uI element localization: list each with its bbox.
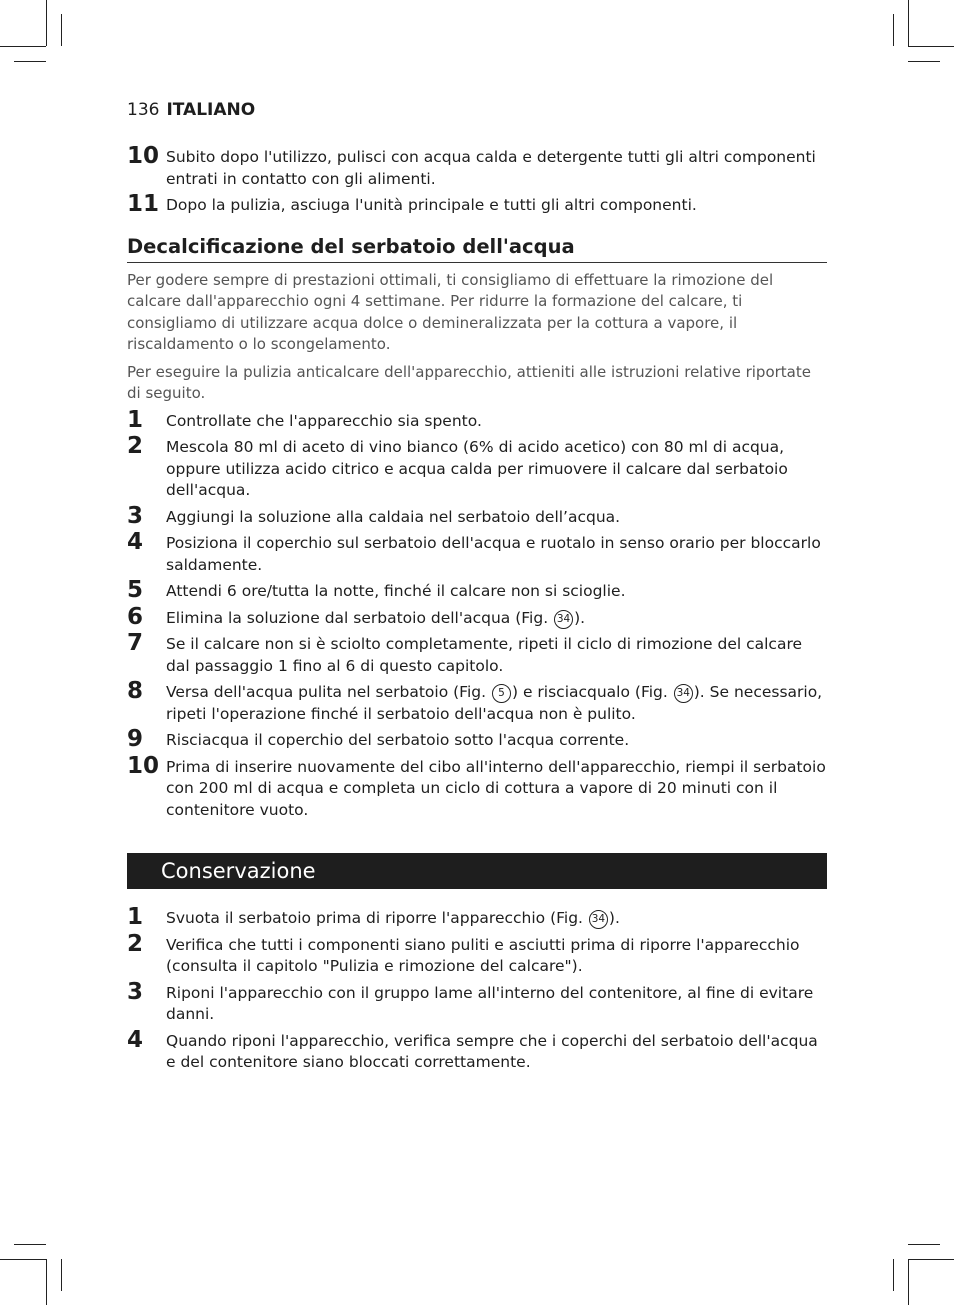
figure-reference-icon: 34 <box>554 610 573 629</box>
step-number: 6 <box>127 603 144 630</box>
step-number: 4 <box>127 1026 144 1053</box>
storage-step <box>127 978 827 1026</box>
step-text: Attendi 6 ore/tutta la notte, finché il calcare non si scioglie. <box>166 582 626 600</box>
figure-reference-icon: 5 <box>492 684 511 703</box>
step-text: Verifica che tutti i componenti siano puliti e asciutti prima di riporre l'apparecchio (consulta il capitolo "Pulizia e rimozione del calcare"). <box>166 935 800 975</box>
step-number: 2 <box>127 433 144 459</box>
page-number: 136 <box>127 100 160 120</box>
storage-step <box>127 1026 827 1074</box>
step-text: ). <box>574 608 586 627</box>
step-text: Aggiungi la soluzione alla caldaia nel serbatoio dell’acqua. <box>166 507 621 526</box>
decalc-step <box>127 529 827 576</box>
page-header <box>127 100 255 120</box>
step-text: ). Se necessario, ripeti l'operazione finché il serbatoio dell'acqua non è pulito. <box>166 683 823 723</box>
storage-step <box>127 904 827 930</box>
cleaning-step <box>127 143 827 190</box>
step-text: Mescola 80 ml di aceto di vino bianco (6% di acido acetico) con 80 ml di acqua, oppure utilizza acido citrico e acqua calda per rimuovere il calcare dal serbatoio dell'acqua. <box>166 438 788 499</box>
decalc-step <box>127 502 827 529</box>
step-text: Quando riponi l'apparecchio, verifica sempre che i coperchi del serbatoio dell'acqua e del contenitore siano bloccati correttamente. <box>166 1031 818 1071</box>
step-text: Posiziona il coperchio sul serbatoio dell'acqua e ruotalo in senso orario per bloccarlo saldamente. <box>166 534 821 574</box>
step-number: 5 <box>127 577 144 603</box>
decalc-step <box>127 726 827 752</box>
step-number: 9 <box>127 726 144 752</box>
decalc-step <box>127 577 827 603</box>
main-content <box>127 143 827 1079</box>
step-text: Se il calcare non si è sciolto completamente, ripeti il ciclo di rimozione del calcare dal passaggio 1 fino al 6 di questo capitolo. <box>166 635 803 675</box>
step-number: 1 <box>127 904 144 930</box>
step-text: ) e risciacqualo (Fig. <box>511 683 673 701</box>
step-text: Subito dopo l'utilizzo, pulisci con acqua calda e detergente tutti gli altri componenti entrati in contatto con gli alimenti. <box>166 148 816 188</box>
step-number: 10 <box>127 752 160 779</box>
step-number: 11 <box>127 191 160 217</box>
step-text: Versa dell'acqua pulita nel serbatoio (Fig. <box>166 683 491 701</box>
decalc-step <box>127 406 827 433</box>
step-text: Risciacqua il coperchio del serbatoio sotto l'acqua corrente. <box>166 731 630 749</box>
decalc-step <box>127 603 827 630</box>
cleaning-step <box>127 191 827 217</box>
section-banner-storage: Conservazione <box>127 853 827 889</box>
step-number: 7 <box>127 630 144 656</box>
decalc-step <box>127 752 827 822</box>
step-text: Elimina la soluzione dal serbatoio dell'acqua (Fig. <box>166 608 554 627</box>
step-text: Dopo la pulizia, asciuga l'unità principale e tutti gli altri componenti. <box>166 196 697 214</box>
section-title-decalcification: Decalcificazione del serbatoio dell'acqua <box>127 235 827 263</box>
step-number: 1 <box>127 406 144 433</box>
storage-step <box>127 930 827 978</box>
step-text: ). <box>608 909 620 927</box>
step-number: 4 <box>127 529 144 555</box>
decalc-step <box>127 678 827 725</box>
language-label: ITALIANO <box>166 100 256 120</box>
step-text: Controllate che l'apparecchio sia spento. <box>166 411 482 430</box>
step-text: Svuota il serbatoio prima di riporre l'apparecchio (Fig. <box>166 909 588 927</box>
step-number: 3 <box>127 502 144 529</box>
step-number: 3 <box>127 978 144 1005</box>
step-number: 8 <box>127 678 144 704</box>
figure-reference-icon: 34 <box>589 910 608 929</box>
intro-paragraph: Per eseguire la pulizia anticalcare dell'apparecchio, attieniti alle istruzioni relative riportate di seguito. <box>127 362 811 402</box>
decalc-step <box>127 630 827 677</box>
step-number: 10 <box>127 143 160 169</box>
step-text: Prima di inserire nuovamente del cibo all'interno dell'apparecchio, riempi il serbatoio con 200 ml di acqua e completa un ciclo di cottura a vapore di 20 minuti con il contenitore vuoto. <box>166 757 826 819</box>
figure-reference-icon: 34 <box>674 684 693 703</box>
decalc-step <box>127 433 827 502</box>
step-number: 2 <box>127 930 144 957</box>
intro-paragraph: Per godere sempre di prestazioni ottimali, ti consigliamo di effettuare la rimozione del calcare dall'apparecchio ogni 4 settimane. Per ridurre la formazione del calcare, ti consigliamo di utilizzare acqua dolce o demineralizzata per la cottura a vapore, il riscaldamento o lo scongelamento. <box>127 270 774 353</box>
step-text: Riponi l'apparecchio con il gruppo lame all'interno del contenitore, al fine di evitare danni. <box>166 983 814 1023</box>
